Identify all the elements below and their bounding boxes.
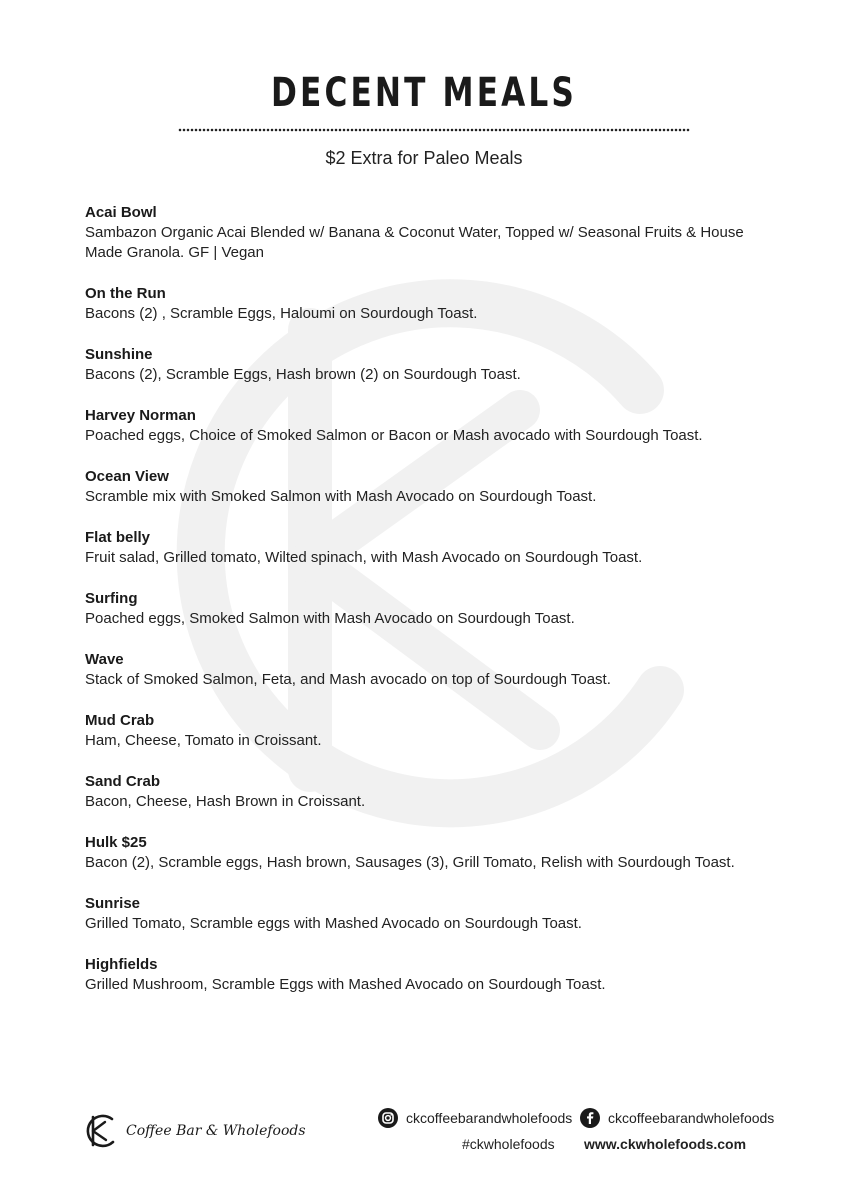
instagram-handle[interactable] — [378, 1108, 572, 1128]
menu-item-name: Harvey Norman — [85, 407, 196, 424]
menu-item-name: Flat belly — [85, 529, 151, 546]
menu-item — [85, 833, 765, 894]
menu-item-description: Bacons (2) , Scramble Eggs, Haloumi on Sourdough Toast. — [85, 305, 478, 322]
menu-item — [85, 406, 765, 467]
dotted-divider — [178, 128, 690, 132]
menu-item-description: Poached eggs, Choice of Smoked Salmon or Bacon or Mash avocado with Sourdough Toast. — [85, 427, 703, 444]
facebook-icon — [580, 1108, 600, 1128]
menu-item — [85, 203, 765, 284]
menu-item — [85, 284, 765, 345]
menu-item — [85, 772, 765, 833]
menu-item-name: Ocean View — [85, 468, 169, 485]
menu-item-description: Bacons (2), Scramble Eggs, Hash brown (2) on Sourdough Toast. — [85, 366, 521, 383]
menu-item-description: Scramble mix with Smoked Salmon with Mash Avocado on Sourdough Toast. — [85, 488, 597, 505]
facebook-label: ckcoffeebarandwholefoods — [608, 1110, 775, 1126]
menu-item — [85, 467, 765, 528]
menu-item-name: Acai Bowl — [85, 204, 157, 221]
menu-item-description: Poached eggs, Smoked Salmon with Mash Avocado on Sourdough Toast. — [85, 610, 575, 627]
menu-item-name: Mud Crab — [85, 712, 155, 729]
paleo-note: $2 Extra for Paleo Meals — [325, 148, 523, 168]
menu-item-name: Sand Crab — [85, 773, 161, 790]
website-link[interactable]: www.ckwholefoods.com — [584, 1136, 747, 1152]
menu-item — [85, 528, 765, 589]
menu-list — [85, 203, 765, 1016]
instagram-icon — [378, 1108, 398, 1128]
ck-logo-icon — [84, 1112, 118, 1150]
menu-item-name: Hulk $25 — [85, 834, 147, 851]
menu-item-name: Highfields — [85, 956, 158, 973]
menu-item-name: Wave — [85, 651, 124, 668]
facebook-handle[interactable] — [580, 1108, 774, 1128]
menu-item — [85, 894, 765, 955]
menu-item-description: Stack of Smoked Salmon, Feta, and Mash avocado on top of Sourdough Toast. — [85, 671, 611, 688]
menu-item-name: On the Run — [85, 285, 166, 302]
menu-item-description: Grilled Mushroom, Scramble Eggs with Mashed Avocado on Sourdough Toast. — [85, 976, 606, 993]
menu-item-description: Fruit salad, Grilled tomato, Wilted spinach, with Mash Avocado on Sourdough Toast. — [85, 549, 643, 566]
hashtag: #ckwholefoods — [462, 1136, 555, 1152]
menu-item-name: Sunrise — [85, 895, 141, 912]
menu-item — [85, 345, 765, 406]
menu-item-description: Ham, Cheese, Tomato in Croissant. — [85, 732, 322, 749]
instagram-label: ckcoffeebarandwholefoods — [406, 1110, 573, 1126]
menu-item — [85, 650, 765, 711]
menu-item-name: Surfing — [85, 590, 138, 607]
menu-item-name: Sunshine — [85, 346, 153, 363]
menu-item-description: Bacon, Cheese, Hash Brown in Croissant. — [85, 793, 366, 810]
footer-brand — [84, 1112, 306, 1150]
menu-item-description: Grilled Tomato, Scramble eggs with Mashed Avocado on Sourdough Toast. — [85, 915, 582, 932]
menu-item — [85, 955, 765, 1016]
menu-item-description: Sambazon Organic Acai Blended w/ Banana & Coconut Water, Topped w/ Seasonal Fruits & House Made Granola. GF | Vegan — [85, 224, 744, 261]
menu-item — [85, 711, 765, 772]
menu-item — [85, 589, 765, 650]
brand-name: Coffee Bar & Wholefoods — [126, 1123, 306, 1139]
page-title: DECENT MEALS — [271, 70, 577, 116]
menu-item-description: Bacon (2), Scramble eggs, Hash brown, Sausages (3), Grill Tomato, Relish with Sourdough Toast. — [85, 854, 735, 871]
